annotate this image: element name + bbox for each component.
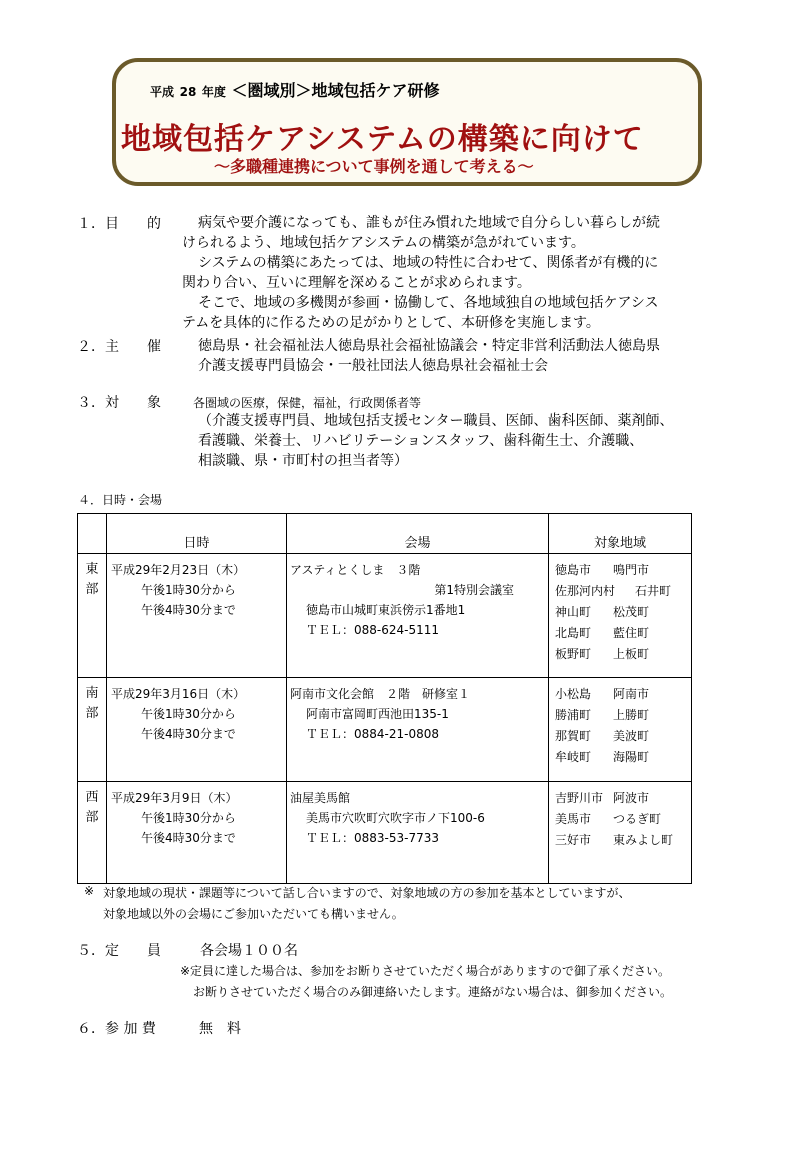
area-name: 徳島市 — [555, 563, 592, 577]
table-row — [78, 554, 692, 678]
area-row — [555, 560, 691, 581]
area-row — [555, 581, 691, 602]
area-row — [555, 623, 691, 644]
venue-name: アスティとくしま ３階 — [290, 563, 421, 577]
region-char: 南 — [85, 686, 99, 701]
purpose-line-4: 関わり合い、互いに理解を深めることが求められます。 — [182, 275, 531, 291]
area-name: 藍住町 — [613, 626, 650, 640]
date-cell — [107, 782, 287, 884]
area-name: 阿波市 — [613, 791, 650, 805]
region-char: 西 — [85, 790, 99, 805]
region-char: 部 — [85, 706, 99, 721]
page-title: 地域包括ケアシステムの構築に向けて — [121, 122, 644, 157]
area-name: 鳴門市 — [613, 563, 650, 577]
target-line-4: 相談職、県・市町村の担当者等） — [198, 453, 408, 469]
area-name: 阿南市 — [613, 687, 650, 701]
area-name: 勝浦町 — [555, 708, 592, 722]
area-header: 対象地域 — [549, 514, 692, 554]
area-name: 三好市 — [555, 833, 592, 847]
purpose-line-2: けられるよう、地域包括ケアシステムの構築が急がれています。 — [182, 235, 585, 251]
venue-address: 阿南市富岡町西池田135-1 — [306, 707, 449, 721]
area-name: 牟岐町 — [555, 750, 592, 764]
end-time: 午後4時30分まで — [141, 831, 236, 845]
training-subtitle — [150, 78, 439, 101]
area-cell — [549, 678, 692, 782]
purpose-line-1: 病気や要介護になっても、誰もが住み慣れた地域で自分らしい暮らしが続 — [198, 215, 660, 231]
venue-tel: ＴＥＬ：0883-53-7733 — [306, 831, 440, 845]
area-row — [555, 705, 691, 726]
area-row — [555, 644, 691, 665]
venue-room: 第1特別会議室 — [434, 583, 514, 597]
event-date: 平成29年2月23日（木） — [111, 563, 246, 577]
area-name: 小松島 — [555, 687, 592, 701]
region-char: 東 — [85, 562, 99, 577]
target-line-3: 看護職、栄養士、リハビリテーションスタッフ、歯科衛生士、介護職、 — [198, 433, 644, 449]
date-header: 日時 — [107, 514, 287, 554]
target-line-2: （介護支援専門員、地域包括支援センター職員、医師、歯科医師、薬剤師、 — [198, 413, 674, 429]
target-heading: ３．対 象 — [77, 395, 161, 411]
target-line-1: 各圏域の医療，保健，福祉，行政関係者等 — [193, 396, 422, 410]
area-name: 佐那河内村 — [555, 584, 616, 598]
area-name: 上勝町 — [613, 708, 650, 722]
area-row — [555, 809, 691, 830]
venue-name: 阿南市文化会館 ２階 研修室１ — [290, 687, 471, 701]
venue-tel: ＴＥＬ：0884-21-0808 — [306, 727, 440, 741]
table-row — [78, 782, 692, 884]
schedule-heading: ４．日時・会場 — [78, 493, 163, 507]
schedule-note-line-1: 対象地域の現状・課題等について話し合いますので、対象地域の方の参加を基本としていますが、 — [103, 886, 631, 900]
region-cell — [78, 782, 107, 884]
date-cell — [107, 554, 287, 678]
area-name: 上板町 — [613, 647, 650, 661]
schedule-note-line-2: 対象地域以外の会場にご参加いただいても構いません。 — [103, 907, 404, 921]
end-time: 午後4時30分まで — [141, 727, 236, 741]
area-cell — [549, 782, 692, 884]
area-name: 東みよし町 — [613, 833, 674, 847]
venue-name: 油屋美馬館 — [290, 791, 351, 805]
event-date: 平成29年3月9日（木） — [111, 791, 238, 805]
area-cell — [549, 554, 692, 678]
purpose-line-3: システムの構築にあたっては、地域の特性に合わせて、関係者が有機的に — [198, 255, 659, 271]
fee-heading: ６．参 加 費 — [77, 1021, 156, 1037]
capacity-note-2: お断りさせていただく場合のみ御連絡いたします。連絡がない場合は、御参加ください。 — [193, 985, 673, 999]
area-row — [555, 684, 691, 705]
region-char: 部 — [85, 810, 99, 825]
region-cell — [78, 678, 107, 782]
start-time: 午後1時30分から — [141, 811, 236, 825]
capacity-value: 各会場１００名 — [200, 943, 298, 959]
purpose-line-5: そこで、地域の多機関が参画・協働して、各地域独自の地域包括ケアシス — [198, 295, 659, 311]
venue-tel: ＴＥＬ：088-624-5111 — [306, 623, 440, 637]
table-header-row — [78, 514, 692, 554]
venue-cell — [287, 678, 549, 782]
area-row — [555, 726, 691, 747]
venue-address: 美馬市穴吹町穴吹字市ノ下100-6 — [306, 811, 485, 825]
capacity-heading: ５．定 員 — [77, 943, 161, 959]
area-name: 松茂町 — [613, 605, 650, 619]
area-name: つるぎ町 — [613, 812, 662, 826]
area-row — [555, 830, 691, 851]
purpose-line-6: テムを具体的に作るための足がかりとして、本研修を実施します。 — [182, 315, 600, 331]
schedule-table — [77, 513, 692, 884]
host-line-2: 介護支援専門員協会・一般社団法人徳島県社会福祉士会 — [198, 358, 548, 374]
course-name: ＜圏域別＞地域包括ケア研修 — [231, 81, 440, 100]
purpose-heading: １．目 的 — [77, 216, 161, 232]
page-tagline: ～多職種連携について事例を通して考える～ — [214, 157, 534, 176]
area-name: 美馬市 — [555, 812, 592, 826]
area-row — [555, 788, 691, 809]
area-name: 吉野川市 — [555, 791, 604, 805]
year-label: 28 — [179, 85, 197, 99]
region-cell — [78, 554, 107, 678]
area-name: 板野町 — [555, 647, 592, 661]
area-name: 海陽町 — [613, 750, 650, 764]
area-name: 北島町 — [555, 626, 592, 640]
area-name: 石井町 — [635, 584, 672, 598]
note-mark: ※ — [84, 884, 95, 898]
area-name: 那賀町 — [555, 729, 592, 743]
start-time: 午後1時30分から — [141, 707, 236, 721]
area-name: 神山町 — [555, 605, 592, 619]
venue-cell — [287, 782, 549, 884]
capacity-note-1: ※定員に達した場合は、参加をお断りさせていただく場合がありますので御了承ください。 — [180, 964, 671, 978]
venue-cell — [287, 554, 549, 678]
venue-header: 会場 — [287, 514, 549, 554]
host-line-1: 徳島県・社会福祉法人徳島県社会福祉協議会・特定非営利活動法人徳島県 — [198, 338, 660, 354]
date-cell — [107, 678, 287, 782]
era-label: 平成 — [150, 85, 175, 99]
end-time: 午後4時30分まで — [141, 603, 236, 617]
event-date: 平成29年3月16日（木） — [111, 687, 246, 701]
area-name: 美波町 — [613, 729, 650, 743]
start-time: 午後1時30分から — [141, 583, 236, 597]
region-char: 部 — [85, 582, 99, 597]
table-row — [78, 678, 692, 782]
area-row — [555, 747, 691, 768]
area-row — [555, 602, 691, 623]
fee-value: 無 料 — [199, 1021, 241, 1037]
host-heading: ２．主 催 — [77, 339, 161, 355]
region-header — [78, 514, 107, 554]
venue-address: 徳島市山城町東浜傍示1番地1 — [306, 603, 466, 617]
year-suffix: 年度 — [201, 85, 226, 99]
